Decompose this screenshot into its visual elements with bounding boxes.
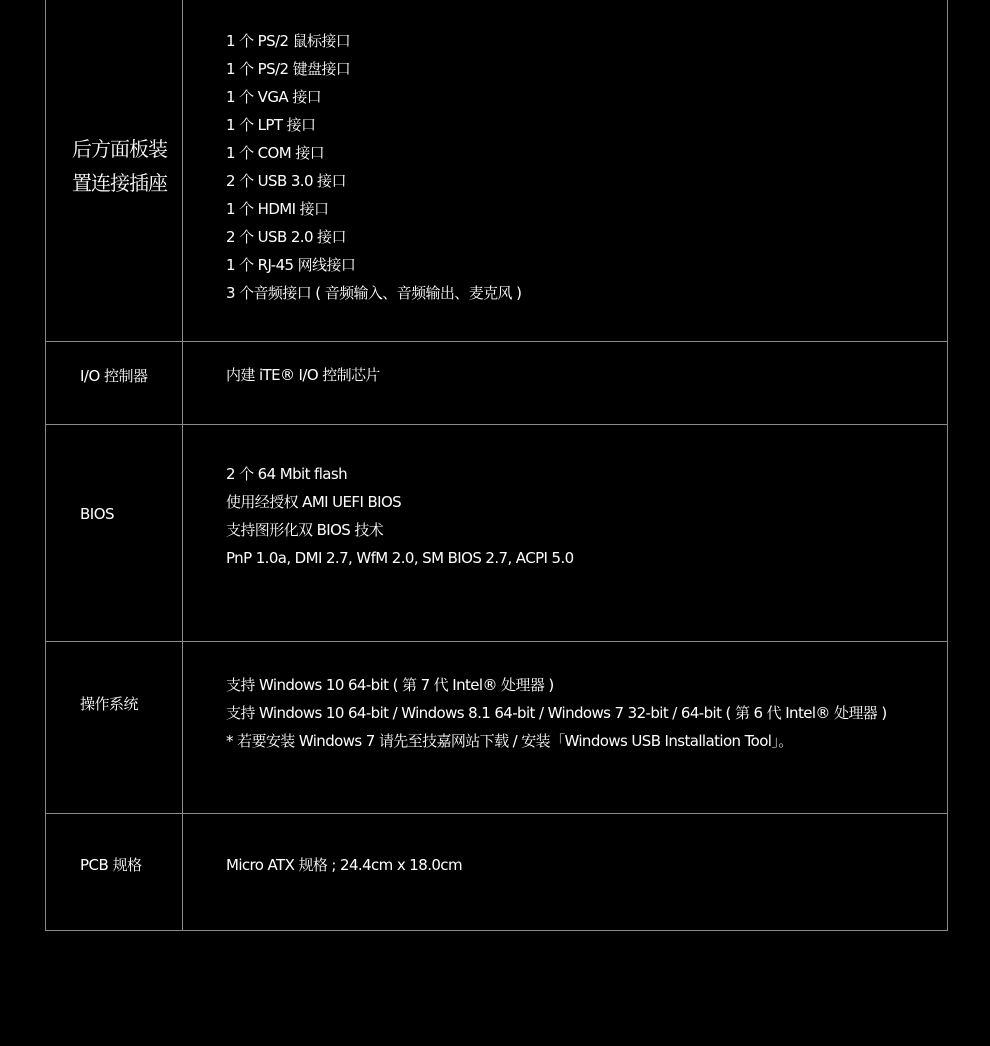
spec-value-list [226, 361, 380, 389]
spec-value-cell [183, 342, 947, 424]
spec-label-cell [46, 342, 183, 424]
spec-label-pcb-format: PCB 规格 [80, 856, 142, 874]
spec-value-cell [183, 425, 947, 641]
spec-row-rear-panel [46, 0, 947, 341]
spec-value-cell [183, 814, 947, 930]
spec-row-operating-system [46, 641, 947, 813]
spec-value-line: 支持图形化双 BIOS 技术 [226, 521, 384, 539]
spec-label-cell [46, 0, 183, 341]
spec-row-pcb-format [46, 813, 947, 930]
spec-value-list [226, 460, 574, 572]
spec-value-line: 1 个 COM 接口 [226, 144, 325, 162]
spec-label-io-controller: I/O 控制器 [80, 367, 148, 385]
spec-label-bios: BIOS [80, 505, 115, 523]
spec-value-line: 使用经授权 AMI UEFI BIOS [226, 493, 402, 511]
spec-label-operating-system: 操作系统 [80, 695, 139, 713]
spec-value-line: 1 个 PS/2 鼠标接口 [226, 32, 351, 50]
spec-value-line: 支持 Windows 10 64-bit ( 第 7 代 Intel® 处理器 ) [226, 676, 554, 694]
spec-value-list [226, 27, 521, 307]
spec-row-io-controller [46, 341, 947, 424]
spec-value-line: 2 个 USB 3.0 接口 [226, 172, 346, 190]
spec-value-line: 1 个 LPT 接口 [226, 116, 316, 134]
spec-value-list [226, 671, 887, 755]
spec-value-line: 1 个 PS/2 键盘接口 [226, 60, 351, 78]
spec-value-line: 1 个 HDMI 接口 [226, 200, 329, 218]
spec-value-line: PnP 1.0a, DMI 2.7, WfM 2.0, SM BIOS 2.7, ACPI 5.0 [226, 549, 574, 567]
spec-value-line: 2 个 64 Mbit flash [226, 465, 347, 483]
spec-label-rear-panel: 后方面板装置连接插座 [72, 137, 167, 195]
spec-value-cell [183, 0, 947, 341]
spec-value-cell [183, 642, 947, 813]
spec-value-line: 2 个 USB 2.0 接口 [226, 228, 346, 246]
spec-row-bios [46, 424, 947, 641]
spec-label-cell [46, 425, 183, 641]
spec-table [45, 0, 948, 931]
spec-value-line: 支持 Windows 10 64-bit / Windows 8.1 64-bit / Windows 7 32-bit / 64-bit ( 第 6 代 Intel® 处理器 ) [226, 704, 887, 722]
spec-value-line: 3 个音频接口 ( 音频输入、音频输出、麦克风 ) [226, 284, 522, 302]
spec-value-line: 内建 iTE® I/O 控制芯片 [226, 366, 380, 384]
spec-value-line: Micro ATX 规格 ; 24.4cm x 18.0cm [226, 856, 462, 874]
spec-label-cell [46, 642, 183, 813]
spec-value-line: 1 个 RJ-45 网线接口 [226, 256, 356, 274]
spec-value-line: * 若要安装 Windows 7 请先至技嘉网站下载 / 安装「Windows USB Installation Tool」。 [226, 732, 793, 750]
spec-value-list [226, 851, 462, 879]
spec-value-line: 1 个 VGA 接口 [226, 88, 321, 106]
spec-label-cell [46, 814, 183, 930]
